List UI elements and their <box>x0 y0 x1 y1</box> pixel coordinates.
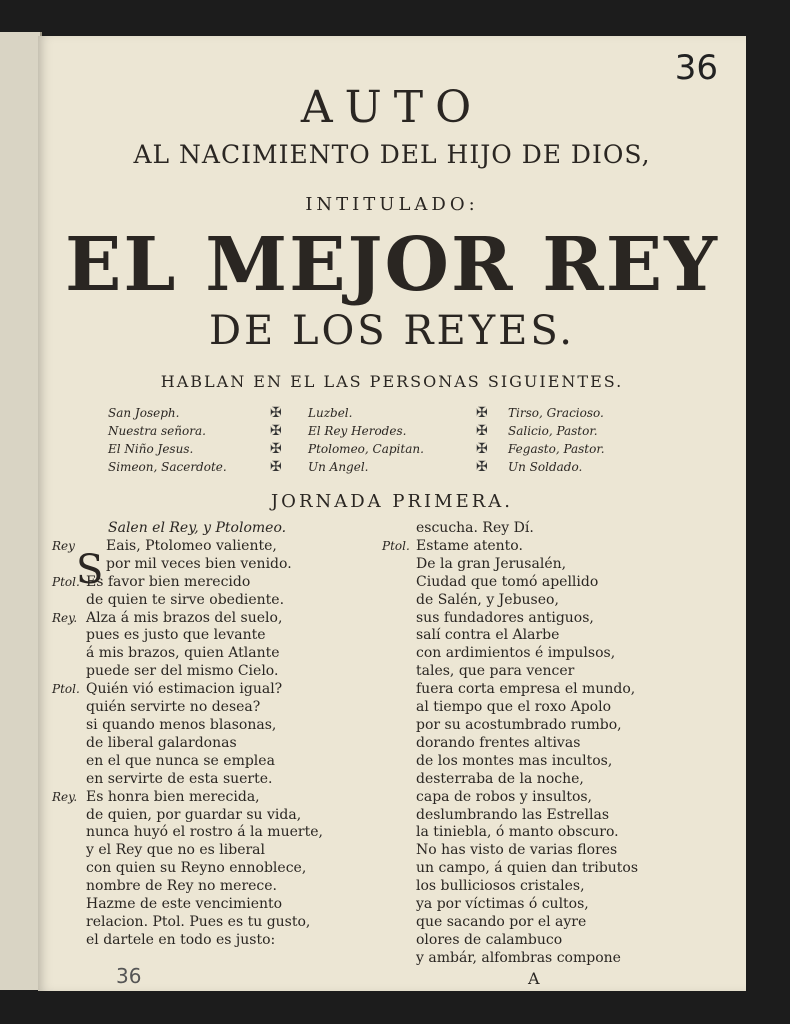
verse-line <box>52 645 352 663</box>
verse-line <box>52 663 352 681</box>
verse-line <box>52 699 352 717</box>
verse-line <box>52 807 352 825</box>
verse-line <box>382 789 732 807</box>
cast-entry: San Joseph. <box>108 406 180 420</box>
verse-text: dorando frentes altivas <box>416 734 581 751</box>
verse-line <box>52 538 352 556</box>
cast-column-2 <box>308 404 458 476</box>
play-title: EL MEJOR REY <box>65 222 719 308</box>
cast-entry: Un Soldado. <box>508 460 583 474</box>
verse-text: un campo, á quien dan tributos <box>416 860 639 877</box>
heading-subtitle: AL NACIMIENTO DEL HIJO DE DIOS, <box>133 140 651 169</box>
verse-line <box>52 842 352 860</box>
verse-text: tales, que para vencer <box>416 663 575 680</box>
verse-line <box>382 717 732 735</box>
act-heading: JORNADA PRIMERA. <box>270 491 514 512</box>
verse-line <box>382 681 732 699</box>
verse-text: la tiniebla, ó manto obscuro. <box>416 824 619 841</box>
verse-line <box>52 717 352 735</box>
verse-line <box>52 896 352 914</box>
speaker-label: Rey. <box>52 610 78 625</box>
stage-direction: Salen el Rey, y Ptolomeo. <box>108 520 287 536</box>
verse-line <box>382 842 732 860</box>
verse-line <box>52 824 352 842</box>
verse-text: sus fundadores antiguos, <box>416 609 594 626</box>
verse-line <box>382 824 732 842</box>
cast-entry: Ptolomeo, Capitan. <box>308 442 424 456</box>
verse-text: quién servirte no desea? <box>86 699 261 716</box>
heading-intitulado: INTITULADO: <box>305 194 479 215</box>
cast-entry: Un Angel. <box>308 460 369 474</box>
speaker-label: Ptol. <box>52 682 80 697</box>
verse-text: al tiempo que el roxo Apolo <box>416 699 612 716</box>
verse-line <box>52 789 352 807</box>
verse-line <box>382 645 732 663</box>
verse-line <box>52 681 352 699</box>
verse-text: por su acostumbrado rumbo, <box>416 716 622 733</box>
cast-entry: Salicio, Pastor. <box>508 424 598 438</box>
ornament-column-2: ✠ ✠ ✠ ✠ <box>476 405 488 475</box>
verse-text: olores de calambuco <box>416 931 563 948</box>
verse-line <box>382 574 732 592</box>
verse-text: los bulliciosos cristales, <box>416 878 585 895</box>
verse-line <box>52 735 352 753</box>
verse-text: nombre de Rey no merece. <box>86 878 278 895</box>
verse-line <box>382 950 732 968</box>
verse-line <box>382 556 732 574</box>
verse-text: si quando menos blasonas, <box>86 716 277 733</box>
cast-entry: El Niño Jesus. <box>108 442 194 456</box>
verse-line <box>52 860 352 878</box>
verse-text: de liberal galardonas <box>86 734 237 751</box>
verse-text: con ardimientos é impulsos, <box>416 645 616 662</box>
verse-text: á mis brazos, quien Atlante <box>86 645 280 662</box>
verse-text: De la gran Jerusalén, <box>416 555 567 572</box>
cast-entry: Tirso, Gracioso. <box>508 406 604 420</box>
verse-text: de los montes mas incultos, <box>416 752 613 769</box>
verse-line <box>382 771 732 789</box>
verse-text: Es favor bien merecido <box>86 573 251 590</box>
verse-line <box>382 538 732 556</box>
verse-text: No has visto de varias flores <box>416 842 618 859</box>
verse-line <box>382 663 732 681</box>
verse-line <box>382 735 732 753</box>
verse-line <box>382 878 732 896</box>
verse-line <box>52 771 352 789</box>
verse-text: pues es justo que levante <box>86 627 266 644</box>
speaker-label: Rey <box>52 538 75 553</box>
speaker-label: Ptol. <box>52 574 80 589</box>
facing-page-edge <box>0 32 42 990</box>
ornament-column-1: ✠ ✠ ✠ ✠ <box>270 405 282 475</box>
verse-line <box>382 520 732 538</box>
verse-text: escucha. Rey Dí. <box>416 520 534 536</box>
verse-line <box>382 896 732 914</box>
play-title-sub: DE LOS REYES. <box>208 308 576 354</box>
text-column-right <box>382 520 732 968</box>
verse-text: salí contra el Alarbe <box>416 627 560 644</box>
verse-line <box>52 932 352 950</box>
verse-text: relacion. Ptol. Pues es tu gusto, <box>86 913 311 930</box>
folio-number: 36 <box>674 48 718 88</box>
verse-line <box>382 860 732 878</box>
cast-entry: Luzbel. <box>308 406 353 420</box>
verse-text: de quien, por guardar su vida, <box>86 806 302 823</box>
cast-entry: Simeon, Sacerdote. <box>108 460 227 474</box>
verse-line <box>52 627 352 645</box>
verse-line <box>52 753 352 771</box>
speaker-label: Rey. <box>52 789 78 804</box>
verse-text: fuera corta empresa el mundo, <box>416 681 636 698</box>
verse-text: de Salén, y Jebuseo, <box>416 591 559 608</box>
verse-line <box>52 878 352 896</box>
verse-text: nunca huyó el rostro á la muerte, <box>86 824 323 841</box>
verse-text: Hazme de este vencimiento <box>86 896 283 913</box>
verse-text: con quien su Reyno ennoblece, <box>86 860 307 877</box>
document-page <box>38 36 746 991</box>
cast-entry: Fegasto, Pastor. <box>508 442 605 456</box>
drop-cap: S <box>76 547 104 593</box>
verse-text: en el que nunca se emplea <box>86 752 275 769</box>
verse-line <box>382 592 732 610</box>
pencil-number: 36 <box>116 964 142 988</box>
cast-entry: El Rey Herodes. <box>308 424 407 438</box>
verse-text: capa de robos y insultos, <box>416 788 593 805</box>
verse-lines-left <box>52 538 352 950</box>
text-column-left <box>52 520 352 950</box>
cast-column-3 <box>508 404 668 476</box>
verse-line <box>52 610 352 628</box>
cast-column-1 <box>108 404 258 476</box>
verse-text: ya por víctimas ó cultos, <box>416 896 589 913</box>
verse-lines-right <box>382 520 732 968</box>
verse-line <box>382 932 732 950</box>
verse-text: de quien te sirve obediente. <box>86 591 285 608</box>
verse-text: en servirte de esta suerte. <box>86 770 273 787</box>
verse-line <box>52 574 352 592</box>
verse-text: Es honra bien merecida, <box>86 788 260 805</box>
verse-line <box>382 807 732 825</box>
verse-text: y ambár, alfombras compone <box>416 949 621 966</box>
verse-line <box>52 914 352 932</box>
verse-text: Quién vió estimacion igual? <box>86 681 283 698</box>
verse-text: que sacando por el ayre <box>416 913 587 930</box>
verse-text: Alza á mis brazos del suelo, <box>86 609 283 626</box>
catchword: A <box>528 969 540 988</box>
verse-text: puede ser del mismo Cielo. <box>86 663 279 680</box>
speaker-label: Ptol. <box>382 538 410 553</box>
cast-heading: HABLAN EN EL LAS PERSONAS SIGUIENTES. <box>160 372 624 391</box>
verse-text: el dartele en todo es justo: <box>86 931 276 948</box>
verse-text: Eais, Ptolomeo valiente, <box>106 537 277 554</box>
verse-line <box>52 592 352 610</box>
verse-line <box>382 914 732 932</box>
verse-text: y el Rey que no es liberal <box>86 842 266 859</box>
verse-line <box>382 610 732 628</box>
verse-text: por mil veces bien venido. <box>106 555 292 572</box>
heading-auto: AUTO <box>300 82 484 133</box>
verse-line <box>382 627 732 645</box>
cast-entry: Nuestra señora. <box>108 424 206 438</box>
verse-line <box>382 753 732 771</box>
verse-text: Ciudad que tomó apellido <box>416 573 599 590</box>
verse-text: desterraba de la noche, <box>416 770 584 787</box>
verse-text: deslumbrando las Estrellas <box>416 806 610 823</box>
verse-line <box>382 699 732 717</box>
verse-text: Estame atento. <box>416 537 523 554</box>
verse-line <box>52 556 352 574</box>
